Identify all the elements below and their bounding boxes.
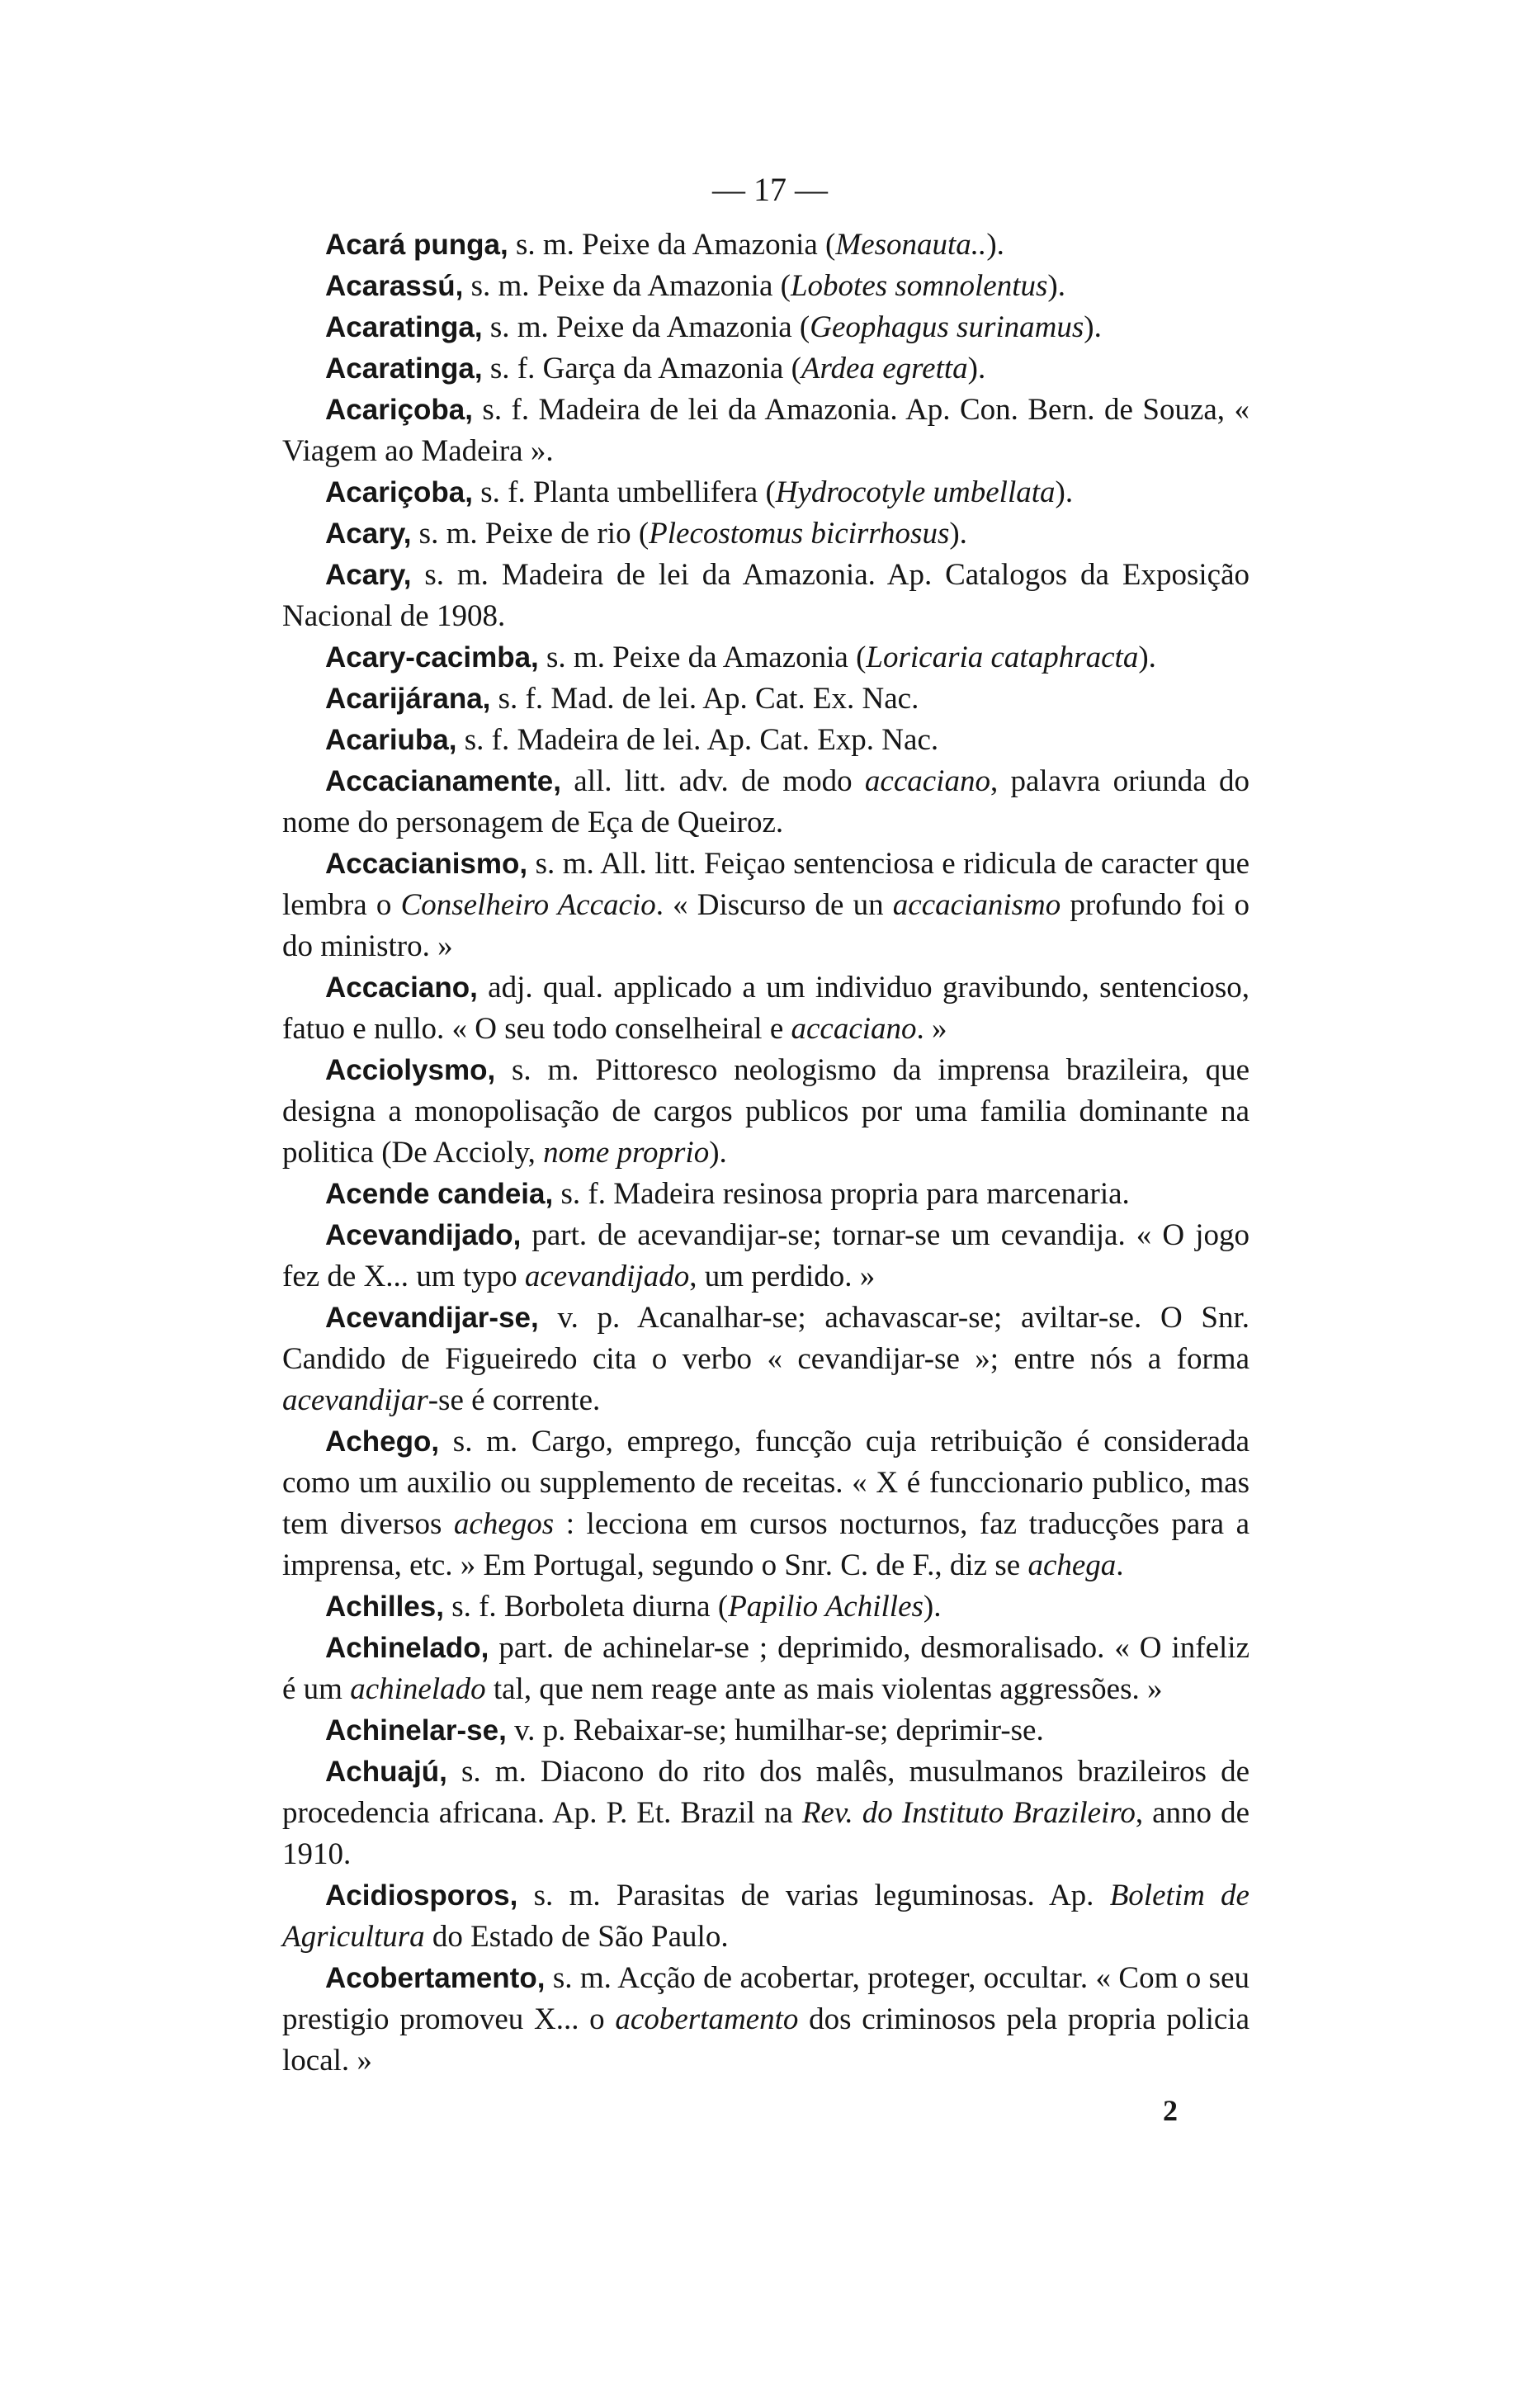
entry-acarijarana: Acarijárana, s. f. Mad. de lei. Ap. Cat. Ex. Nac. <box>325 682 919 716</box>
entry-accacianismo: Accacianismo, s. m. All. litt. Feiçao sentenciosa e ridicula de caracter que lembra o Conselheiro Accacio. « Discurso de un accacianismo profundo foi o do ministro. » <box>282 847 1249 963</box>
headword: Acende candeia, <box>325 1178 554 1210</box>
entry-acidiosporos: Acidiosporos, s. m. Parasitas de varias leguminosas. Ap. Boletim de Agricultura do Estado de São Paulo. <box>282 1879 1249 1954</box>
entry-achego: Achego, s. m. Cargo, emprego, funcção cuja retribuição é considerada como um auxilio ou supplemento de receitas. « X é funccionario publico, mas tem diversos achegos : lecciona em cursos nocturnos, faz traducções para a imprensa, etc. » Em Portugal, segundo o Snr. C. de F., diz se achega. <box>282 1425 1249 1582</box>
entry-acaricoba-madeira: Acariçoba, s. f. Madeira de lei da Amazonia. Ap. Con. Bern. de Souza, « Viagem ao Madeira ». <box>282 393 1249 468</box>
entry-acende-candeia: Acende candeia, s. f. Madeira resinosa propria para marcenaria. <box>325 1177 1130 1211</box>
headword: Acevandijado, <box>325 1219 522 1251</box>
headword: Acary-cacimba, <box>325 641 539 674</box>
headword: Achego, <box>325 1425 440 1458</box>
entry-acarassu: Acarassú, s. m. Peixe da Amazonia (Lobotes somnolentus). <box>325 269 1065 303</box>
headword: Accacianamente, <box>325 765 561 797</box>
signature-mark: 2 <box>1163 2094 1178 2127</box>
headword: Acciolysmo, <box>325 1054 496 1086</box>
headword: Accaciano, <box>325 971 478 1004</box>
entry-acara-punga: Acará punga, s. m. Peixe da Amazonia (Mesonauta..). <box>325 228 1004 262</box>
entry-acary-peixe: Acary, s. m. Peixe de rio (Plecostomus bicirrhosus). <box>325 517 967 551</box>
entry-acariuba: Acariuba, s. f. Madeira de lei. Ap. Cat. Exp. Nac. <box>325 723 939 757</box>
entry-acary-madeira: Acary, s. m. Madeira de lei da Amazonia. Ap. Catalogos da Exposição Nacional de 1908. <box>282 558 1249 633</box>
headword: Acaratinga, <box>325 352 483 385</box>
dictionary-entries <box>282 225 1249 2082</box>
entry-acaratinga-f: Acaratinga, s. f. Garça da Amazonia (Ardea egretta). <box>325 352 986 385</box>
headword: Acary, <box>325 559 412 591</box>
entry-acciolysmo: Acciolysmo, s. m. Pittoresco neologismo da imprensa brazileira, que designa a monopolisação de cargos publicos por uma familia dominante na politica (De Accioly, nome proprio). <box>282 1053 1249 1170</box>
headword: Acariçoba, <box>325 394 473 426</box>
entry-accaciano: Accaciano, adj. qual. applicado a um individuo gravibundo, sentencioso, fatuo e nullo. « O seu todo conselheiral e accaciano. » <box>282 971 1249 1046</box>
entry-acobertamento: Acobertamento, s. m. Acção de acobertar, proteger, occultar. « Com o seu prestigio promoveu X... o acobertamento dos criminosos pela propria policia local. » <box>282 1961 1249 2078</box>
entry-achuaju: Achuajú, s. m. Diacono do rito dos malês, musulmanos brazileiros de procedencia africana. Ap. P. Et. Brazil na Rev. do Instituto Brazileiro, anno de 1910. <box>282 1755 1249 1871</box>
entry-acaricoba-planta: Acariçoba, s. f. Planta umbellifera (Hydrocotyle umbellata). <box>325 475 1074 509</box>
headword: Achilles, <box>325 1591 444 1623</box>
headword: Acary, <box>325 518 412 550</box>
headword: Acarijárana, <box>325 683 491 715</box>
entry-accacianamente: Accacianamente, all. litt. adv. de modo accaciano, palavra oriunda do nome do personagem de Eça de Queiroz. <box>282 764 1249 839</box>
page-number: — 17 — <box>712 171 828 208</box>
entry-achinelar-se: Achinelar-se, v. p. Rebaixar-se; humilhar-se; deprimir-se. <box>325 1714 1044 1747</box>
entry-acevandijado: Acevandijado, part. de acevandijar-se; tornar-se um cevandija. « O jogo fez de X... um typo acevandijado, um perdido. » <box>282 1218 1249 1293</box>
headword: Acariuba, <box>325 724 457 756</box>
headword: Acarassú, <box>325 270 464 302</box>
headword: Acidiosporos, <box>325 1879 518 1912</box>
entry-acaratinga-m: Acaratinga, s. m. Peixe da Amazonia (Geophagus surinamus). <box>325 310 1102 344</box>
headword: Acevandijar-se, <box>325 1302 539 1334</box>
headword: Achinelar-se, <box>325 1714 507 1747</box>
headword: Acariçoba, <box>325 476 473 508</box>
headword: Acaratinga, <box>325 311 483 343</box>
headword: Achinelado, <box>325 1632 489 1664</box>
headword: Acobertamento, <box>325 1962 546 1994</box>
entry-achinelado: Achinelado, part. de achinelar-se ; deprimido, desmoralisado. « O infeliz é um achinelado tal, que nem reage ante as mais violentas aggressões. » <box>282 1631 1249 1706</box>
headword: Accacianismo, <box>325 848 528 880</box>
entry-acevandijar-se: Acevandijar-se, v. p. Acanalhar-se; achavascar-se; aviltar-se. O Snr. Candido de Figueiredo cita o verbo « cevandijar-se »; entre nós a forma acevandijar-se é corrente. <box>282 1301 1249 1417</box>
entry-achilles: Achilles, s. f. Borboleta diurna (Papilio Achilles). <box>325 1590 942 1624</box>
headword: Achuajú, <box>325 1756 447 1788</box>
entry-acary-cacimba: Acary-cacimba, s. m. Peixe da Amazonia (Loricaria cataphracta). <box>325 641 1156 674</box>
headword: Acará punga, <box>325 229 508 261</box>
